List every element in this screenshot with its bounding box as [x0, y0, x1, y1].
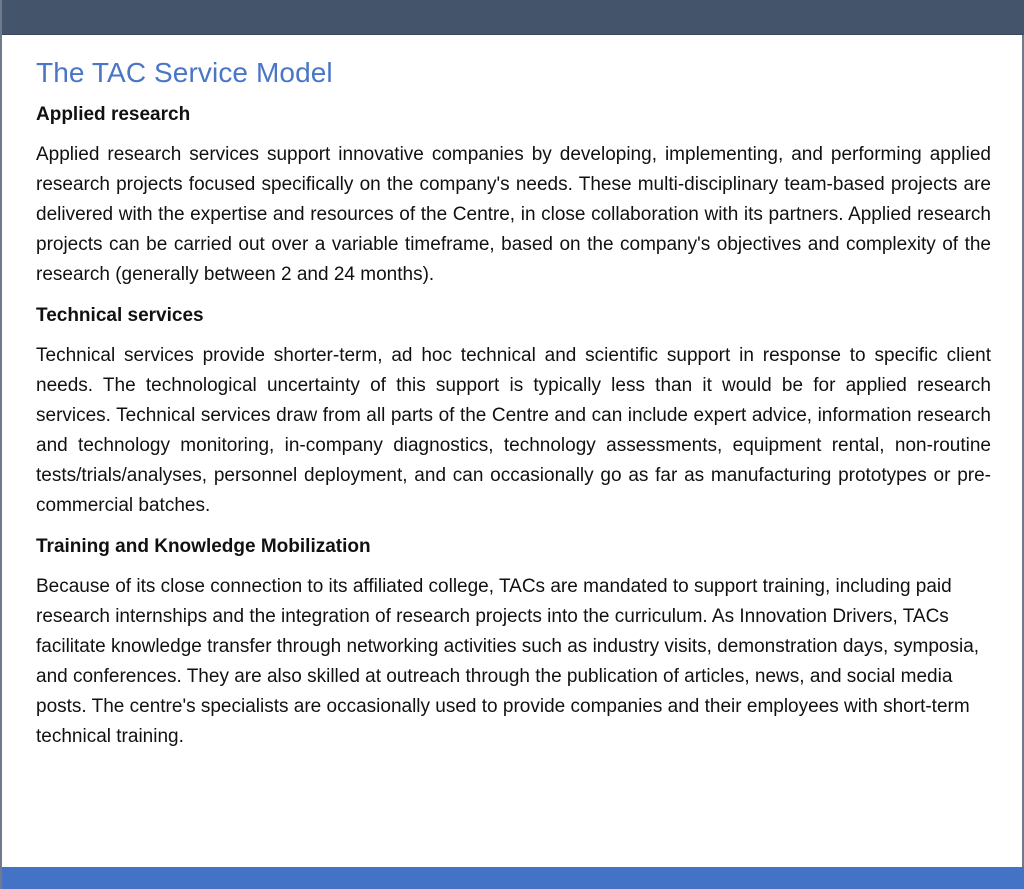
section-body-training-knowledge: Because of its close connection to its affiliated college, TACs are mandated to support training, including paid research internships and the integration of research projects into the curriculum. As Innovation Drivers, TACs facilitate knowledge transfer through networking activities such as industry visits, demonstration days, symposia, and conferences. They are also skilled at outreach through the publication of articles, news, and social media posts. The centre's specialists are occasionally used to provide companies and their employees with short-term technical training.: [36, 576, 980, 747]
section-technical-services: [36, 302, 991, 521]
section-training-knowledge: [36, 533, 991, 752]
document-content: [36, 54, 991, 764]
page-title: The TAC Service Model: [36, 57, 333, 88]
top-header-bar: [2, 0, 1024, 35]
section-body-technical-services: Technical services provide shorter-term, ad hoc technical and scientific support in response to specific client needs. The technological uncertainty of this support is typically less than it would be for applied research services. Technical services draw from all parts of the Centre and can include expert advice, information research and technology monitoring, in-company diagnostics, technology assessments, equipment rental, non-routine tests/trials/analyses, personnel deployment, and can occasionally go as far as manufacturing prototypes or pre-commercial batches.: [36, 345, 991, 516]
bottom-footer-bar: [2, 867, 1024, 889]
section-applied-research: [36, 101, 991, 290]
section-heading-technical-services: Technical services: [36, 305, 204, 326]
section-body-applied-research: Applied research services support innovative companies by developing, implementing, and performing applied research projects focused specifically on the company's needs. These multi-disciplinary team-based projects are delivered with the expertise and resources of the Centre, in close collaboration with its partners. Applied research projects can be carried out over a variable timeframe, based on the company's objectives and complexity of the research (generally between 2 and 24 months).: [36, 144, 991, 285]
section-heading-training-knowledge: Training and Knowledge Mobilization: [36, 536, 371, 557]
section-heading-applied-research: Applied research: [36, 104, 191, 125]
